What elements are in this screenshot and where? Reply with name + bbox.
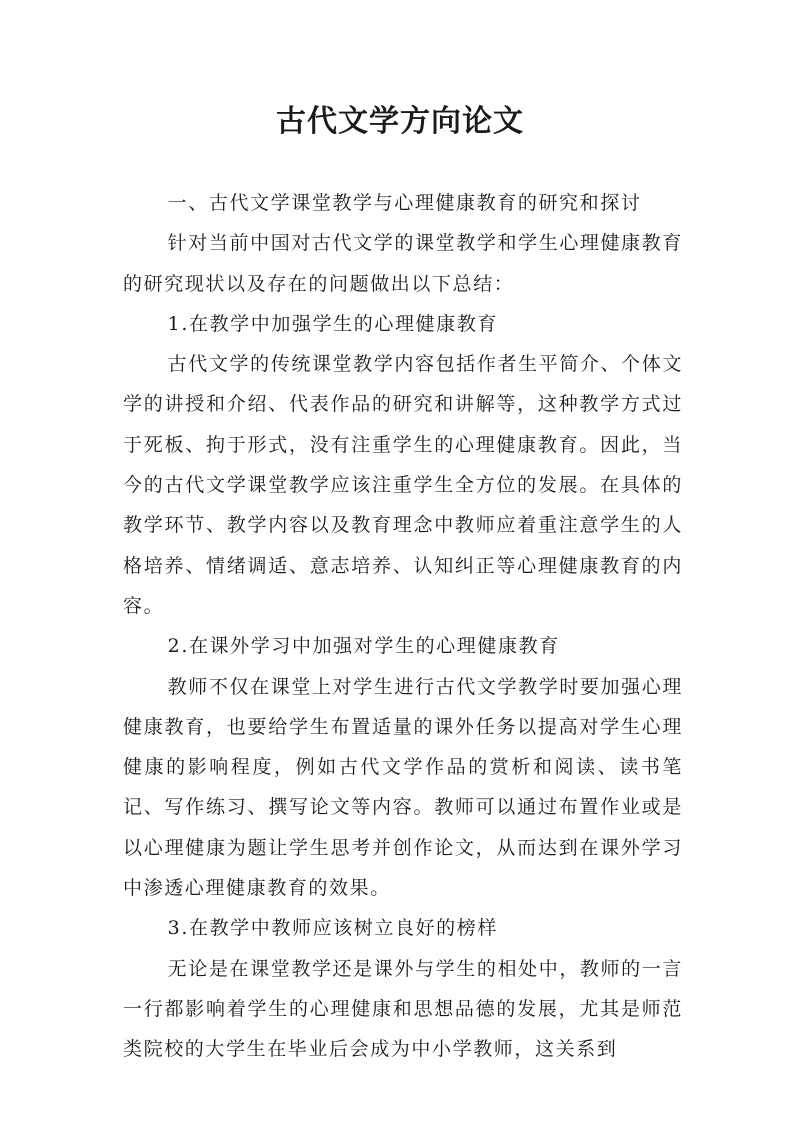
paragraph: 针对当前中国对古代文学的课堂教学和学生心理健康教育的研究现状以及存在的问题做出以下总结： [123, 232, 683, 295]
paragraph: 古代文学的传统课堂教学内容包括作者生平简介、个体文学的讲授和介绍、代表作品的研究和讲解等，这种教学方式过于死板、拘于形式，没有注重学生的心理健康教育。因此，当今的古代文学课堂教学应该注重学生全方位的发展。在具体的教学环节、教学内容以及教育理念中教师应着重注意学生的人格培养、情绪调适、意志培养、认知纠正等心理健康教育的内容。 [123, 353, 683, 617]
subsection-heading: 1.在教学中加强学生的心理健康教育 [167, 312, 498, 335]
section-heading: 一、古代文学课堂教学与心理健康教育的研究和探讨 [167, 192, 642, 214]
subsection-heading: 2.在课外学习中加强对学生的心理健康教育 [167, 635, 560, 658]
subsection-heading: 3.在教学中教师应该树立良好的榜样 [167, 917, 498, 940]
paragraph: 无论是在课堂教学还是课外与学生的相处中，教师的一言一行都影响着学生的心理健康和思想品德的发展，尤其是师范类院校的大学生在毕业后会成为中小学教师，这关系到 [123, 957, 683, 1061]
document-body [123, 183, 683, 1070]
paragraph: 教师不仅在课堂上对学生进行古代文学教学时要加强心理健康教育，也要给学生布置适量的课外任务以提高对学生心理健康的影响程度，例如古代文学作品的赏析和阅读、读书笔记、写作练习、撰写论文等内容。教师可以通过布置作业或是以心理健康为题让学生思考并创作论文，从而达到在课外学习中渗透心理健康教育的效果。 [123, 675, 683, 900]
document-title: 古代文学方向论文 [276, 104, 524, 139]
